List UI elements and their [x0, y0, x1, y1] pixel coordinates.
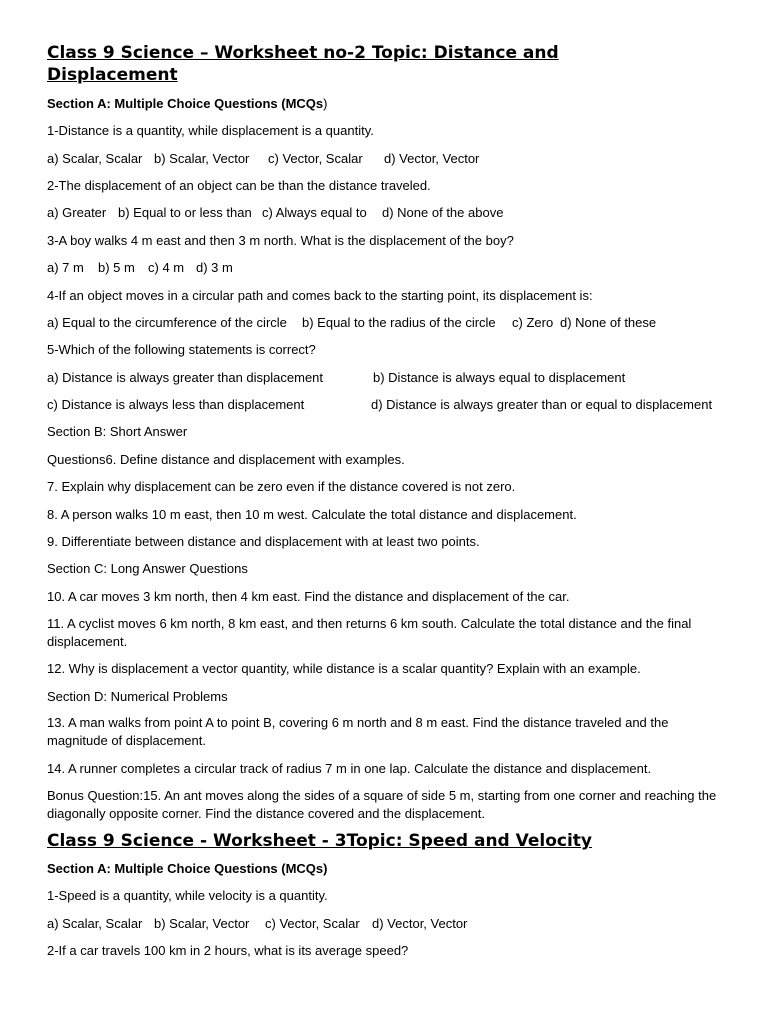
ws3-question-1: 1-Speed is a quantity, while velocity is a quantity.	[47, 888, 328, 903]
worksheet-2-title-line-2: Displacement	[47, 65, 178, 85]
q5-option-a: a) Distance is always greater than displacement	[47, 370, 324, 385]
q4-option-a: a) Equal to the circumference of the circle	[47, 315, 287, 330]
q1-option-d: d) Vector, Vector	[384, 151, 480, 166]
question-11-line-1: 11. A cyclist moves 6 km north, 8 km east, and then returns 6 km south. Calculate the total distance and the final	[47, 616, 692, 631]
q3-option-a: a) 7 m	[47, 260, 84, 275]
q1-option-a: a) Scalar, Scalar	[47, 151, 143, 166]
question-4: 4-If an object moves in a circular path and comes back to the starting point, its displacement is:	[47, 288, 593, 303]
q2-option-b: b) Equal to or less than	[118, 205, 252, 220]
bonus-question-line-2: diagonally opposite corner. Find the distance covered and the displacement.	[47, 806, 485, 821]
question-13-line-1: 13. A man walks from point A to point B, covering 6 m north and 8 m east. Find the distance traveled and the	[47, 715, 669, 730]
q4-option-d: d) None of these	[560, 315, 657, 330]
section-a-heading	[47, 95, 328, 113]
q1-option-b: b) Scalar, Vector	[154, 151, 250, 166]
question-9: 9. Differentiate between distance and displacement with at least two points.	[47, 534, 480, 549]
section-b-heading: Section B: Short Answer	[47, 424, 188, 439]
question-7: 7. Explain why displacement can be zero even if the distance covered is not zero.	[47, 479, 516, 494]
question-5: 5-Which of the following statements is correct?	[47, 342, 316, 357]
ws3-q1-option-b: b) Scalar, Vector	[154, 916, 250, 931]
q5-option-d: d) Distance is always greater than or equal to displacement	[371, 397, 713, 412]
question-10: 10. A car moves 3 km north, then 4 km east. Find the distance and displacement of the car.	[47, 589, 570, 604]
q1-option-c: c) Vector, Scalar	[268, 151, 363, 166]
section-a-heading-text: Section A: Multiple Choice Questions (MCQs	[47, 96, 324, 111]
ws3-q1-option-d: d) Vector, Vector	[372, 916, 468, 931]
question-2: 2-The displacement of an object can be than the distance traveled.	[47, 178, 431, 193]
q5-option-b: b) Distance is always equal to displacement	[373, 370, 626, 385]
question-11-line-2: displacement.	[47, 634, 128, 649]
question-1: 1-Distance is a quantity, while displacement is a quantity.	[47, 123, 374, 138]
worksheet-2-title-line-1: Class 9 Science – Worksheet no-2 Topic: Distance and	[47, 43, 559, 63]
ws3-q1-option-c: c) Vector, Scalar	[265, 916, 360, 931]
ws3-section-a-heading: Section A: Multiple Choice Questions (MCQs)	[47, 861, 328, 876]
q4-option-b: b) Equal to the radius of the circle	[302, 315, 496, 330]
ws3-question-2: 2-If a car travels 100 km in 2 hours, what is its average speed?	[47, 943, 409, 958]
q2-option-a: a) Greater	[47, 205, 107, 220]
question-8: 8. A person walks 10 m east, then 10 m west. Calculate the total distance and displacement.	[47, 507, 577, 522]
section-a-heading-paren: )	[323, 96, 328, 111]
worksheet-3-title: Class 9 Science - Worksheet - 3Topic: Speed and Velocity	[47, 831, 593, 851]
q3-option-c: c) 4 m	[148, 260, 185, 275]
bonus-question-line-1: Bonus Question:15. An ant moves along the sides of a square of side 5 m, starting from one corner and reaching the	[47, 788, 717, 803]
q2-option-d: d) None of the above	[382, 205, 504, 220]
question-13-line-2: magnitude of displacement.	[47, 733, 206, 748]
question-3: 3-A boy walks 4 m east and then 3 m north. What is the displacement of the boy?	[47, 233, 514, 248]
q3-option-b: b) 5 m	[98, 260, 135, 275]
q3-option-d: d) 3 m	[196, 260, 233, 275]
question-12: 12. Why is displacement a vector quantity, while distance is a scalar quantity? Explain with an example.	[47, 661, 641, 676]
question-6: Questions6. Define distance and displacement with examples.	[47, 452, 405, 467]
q2-option-c: c) Always equal to	[262, 205, 367, 220]
section-d-heading: Section D: Numerical Problems	[47, 689, 228, 704]
section-c-heading: Section C: Long Answer Questions	[47, 561, 248, 576]
ws3-q1-option-a: a) Scalar, Scalar	[47, 916, 143, 931]
question-14: 14. A runner completes a circular track of radius 7 m in one lap. Calculate the distance and displacement.	[47, 761, 652, 776]
q4-option-c: c) Zero	[512, 315, 554, 330]
q5-option-c: c) Distance is always less than displacement	[47, 397, 305, 412]
